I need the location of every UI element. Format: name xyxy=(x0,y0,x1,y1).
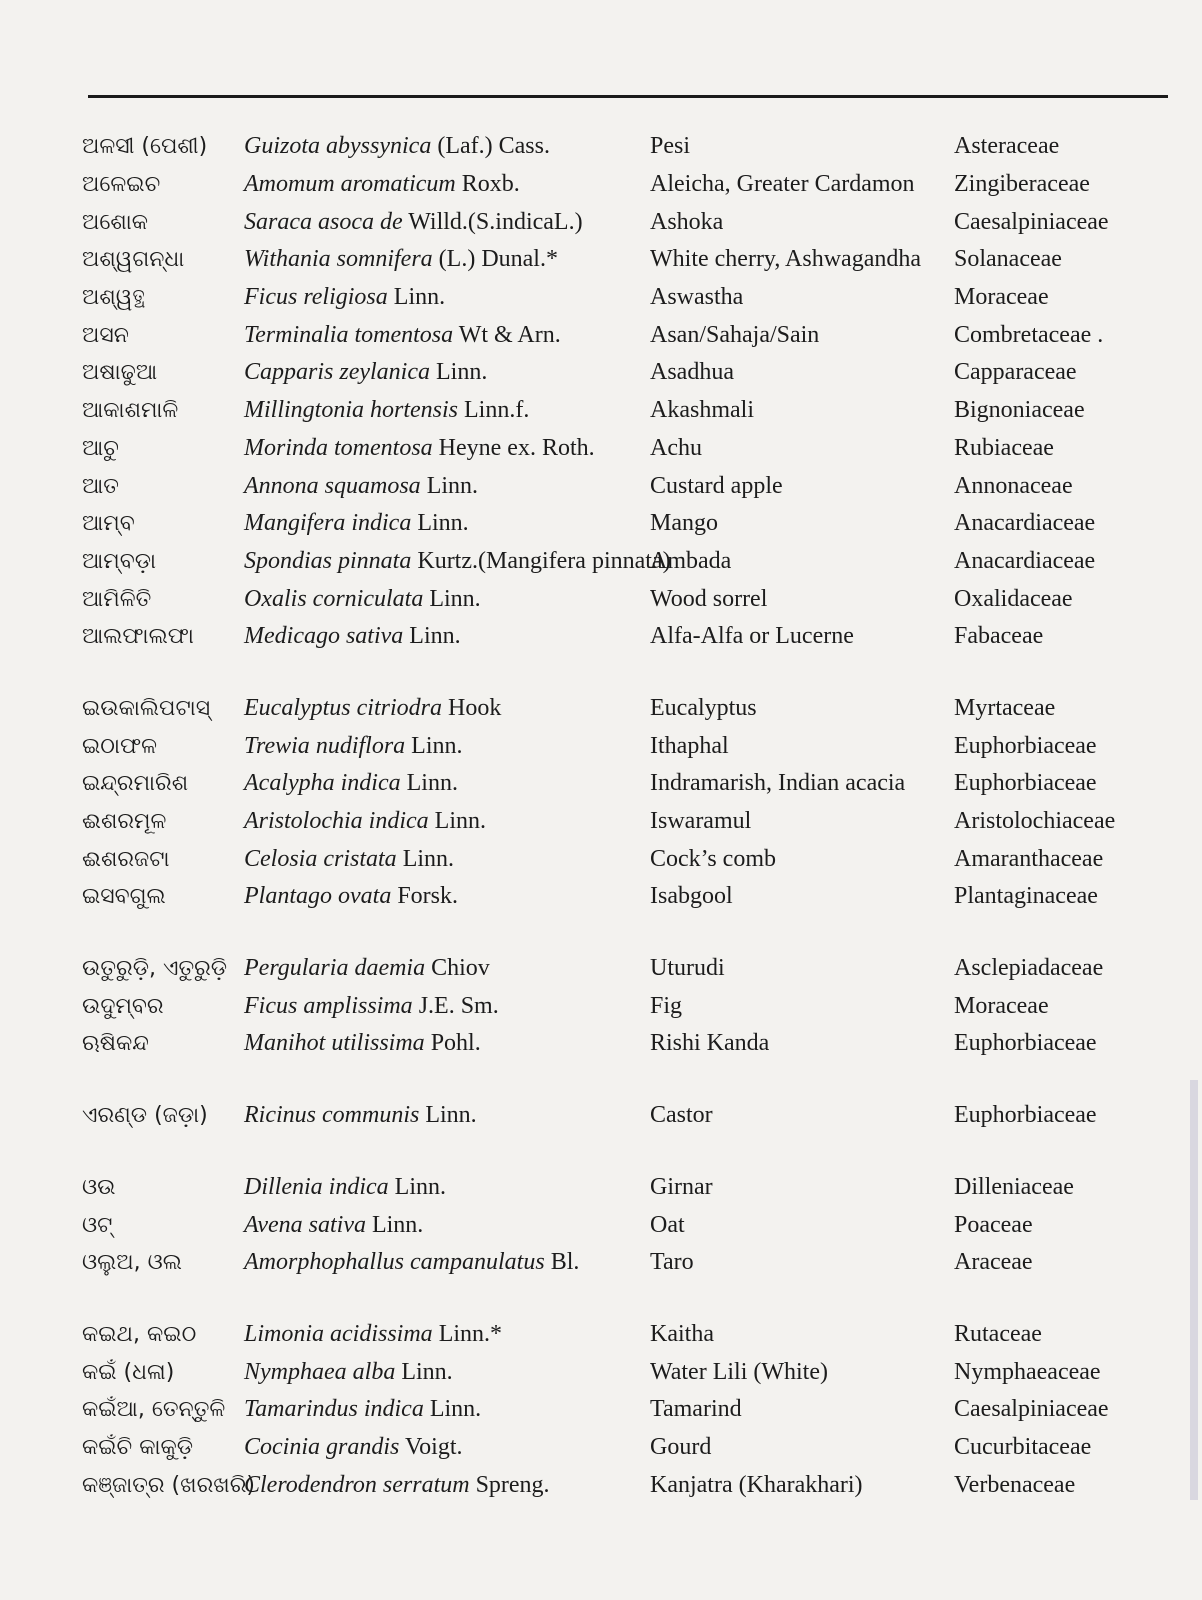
species: tomentosa xyxy=(354,321,454,348)
family-name: Bignoniaceae xyxy=(954,397,1085,424)
species: sativa xyxy=(308,1211,366,1238)
species: squamosa xyxy=(324,472,421,499)
local-name: ଆମ୍ବଡ଼ା xyxy=(82,548,157,574)
botanical-name xyxy=(244,246,650,273)
species: amplissima xyxy=(303,992,413,1019)
species: campanulatus xyxy=(410,1249,545,1276)
genus: Cocinia xyxy=(244,1433,320,1460)
common-name: Castor xyxy=(650,1102,713,1129)
genus: Morinda xyxy=(244,434,328,461)
species: asoca de xyxy=(318,208,403,235)
genus: Clerodendron xyxy=(244,1471,377,1498)
local-name: ଇସବଗୁଲ xyxy=(82,884,166,910)
common-name: Eucalyptus xyxy=(650,694,757,721)
botanical-name xyxy=(244,1030,650,1057)
species: ovata xyxy=(338,883,392,910)
common-name: Iswaramul xyxy=(650,808,752,835)
plant-row xyxy=(82,840,1172,878)
botanical-name xyxy=(244,1212,650,1239)
family-name: Euphorbiaceae xyxy=(954,770,1097,797)
common-name: Uturudi xyxy=(650,955,725,982)
common-name: Tamarind xyxy=(650,1396,742,1423)
authority: Linn. xyxy=(426,472,479,499)
authority: Linn.f. xyxy=(464,397,530,424)
genus: Dillenia xyxy=(244,1173,323,1200)
plant-row xyxy=(82,765,1172,803)
local-name: ଉତୁରୁଡ଼ି, ଏତୁରୁଡ଼ି xyxy=(82,956,228,982)
botanical-name xyxy=(244,1472,650,1499)
authority: Willd.(S.indicaL.) xyxy=(408,208,583,235)
genus: Tamarindus xyxy=(244,1396,358,1423)
plant-group xyxy=(82,690,1172,916)
genus: Ficus xyxy=(244,284,298,311)
common-name: Akashmali xyxy=(650,397,754,424)
botanical-name xyxy=(244,1174,650,1201)
authority: Linn. xyxy=(393,284,446,311)
local-name: ଆଲଫାଲଫା xyxy=(82,624,194,650)
genus: Oxalis xyxy=(244,585,307,612)
species: somnifera xyxy=(336,246,433,273)
common-name: Water Lili (White) xyxy=(650,1358,828,1385)
species: utilissima xyxy=(331,1030,425,1057)
family-name: Amaranthaceae xyxy=(954,845,1104,872)
plant-group xyxy=(82,1316,1172,1504)
plant-row xyxy=(82,727,1172,765)
family-name: Oxalidaceae xyxy=(954,585,1073,612)
family-name: Cucurbitaceae xyxy=(954,1433,1092,1460)
family-name: Capparaceae xyxy=(954,359,1077,386)
common-name: Oat xyxy=(650,1211,685,1238)
botanical-name xyxy=(244,623,650,650)
family-name: Combretaceae . xyxy=(954,321,1104,348)
plant-row xyxy=(82,543,1172,581)
authority: (Laf.) Cass. xyxy=(437,133,550,160)
authority: Forsk. xyxy=(397,883,459,910)
authority: Bl. xyxy=(550,1249,580,1276)
authority: Linn. xyxy=(411,732,463,759)
plant-row xyxy=(82,1025,1172,1063)
plant-row xyxy=(82,987,1172,1025)
genus: Avena xyxy=(244,1211,303,1238)
family-name: Rutaceae xyxy=(954,1320,1042,1347)
authority: Linn. xyxy=(429,585,481,612)
plant-group xyxy=(82,1097,1172,1135)
plant-row xyxy=(82,467,1172,505)
local-name: ଈଶରମୂଳ xyxy=(82,809,167,835)
botanical-name xyxy=(244,1434,650,1461)
authority: Heyne ex. Roth. xyxy=(438,434,595,461)
plant-row xyxy=(82,203,1172,241)
common-name: Kaitha xyxy=(650,1320,714,1347)
genus: Ricinus xyxy=(244,1102,316,1129)
botanical-name xyxy=(244,473,650,500)
common-name: Fig xyxy=(650,992,683,1019)
authority: Linn.* xyxy=(438,1320,503,1347)
local-name: ଆମ୍ବ xyxy=(82,511,135,537)
plant-row xyxy=(82,505,1172,543)
local-name: ଇଠାଫଳ xyxy=(82,733,157,759)
local-name: ଅଶ୍ୱଗନ୍ଧା xyxy=(82,247,185,273)
plant-row xyxy=(82,1466,1172,1504)
species: grandis xyxy=(326,1433,400,1460)
family-name: Annonaceae xyxy=(954,472,1073,499)
family-name: Plantaginaceae xyxy=(954,883,1098,910)
top-rule xyxy=(88,95,1168,98)
local-name: ଆଚୁ xyxy=(82,435,119,461)
genus: Guizota xyxy=(244,133,321,160)
plant-row xyxy=(82,166,1172,204)
local-name: ଅଳସୀ (ପେଶୀ) xyxy=(82,134,208,160)
family-name: Aristolochiaceae xyxy=(954,808,1116,835)
species: indica xyxy=(363,1396,424,1423)
family-name: Moraceae xyxy=(954,992,1049,1019)
botanical-name xyxy=(244,435,650,462)
authority: Chiov xyxy=(431,955,490,982)
authority: Linn. xyxy=(394,1173,446,1200)
plant-row xyxy=(82,354,1172,392)
species: pinnata xyxy=(338,547,412,574)
authority: Linn. xyxy=(436,359,488,386)
plant-row xyxy=(82,128,1172,166)
local-name: କଇଁ (ଧଳା) xyxy=(82,1359,175,1385)
authority: Linn. xyxy=(402,845,455,872)
genus: Spondias xyxy=(244,547,333,574)
local-name: ଅଶ୍ୱତ୍ଥ xyxy=(82,285,146,311)
local-name: ଉଦୁମ୍ବର xyxy=(82,993,164,1019)
species: zeylanica xyxy=(339,359,430,386)
family-name: Araceae xyxy=(954,1249,1033,1276)
botanical-name xyxy=(244,1102,650,1129)
genus: Amomum xyxy=(244,171,335,198)
botanical-name xyxy=(244,733,650,760)
authority: Linn. xyxy=(401,1358,453,1385)
family-name: Caesalpiniaceae xyxy=(954,1396,1109,1423)
authority: J.E. Sm. xyxy=(418,992,499,1019)
plant-row xyxy=(82,316,1172,354)
authority: Linn. xyxy=(417,510,469,537)
authority: Hook xyxy=(447,694,502,721)
species: hortensis xyxy=(370,397,459,424)
page-edge xyxy=(1190,1080,1198,1500)
authority: Linn. xyxy=(425,1102,477,1129)
family-name: Myrtaceae xyxy=(954,694,1056,721)
plant-row xyxy=(82,1244,1172,1282)
authority: Pohl. xyxy=(430,1030,481,1057)
plant-group xyxy=(82,950,1172,1063)
species: serratum xyxy=(382,1471,470,1498)
botanical-name xyxy=(244,547,671,575)
family-name: Solanaceae xyxy=(954,246,1062,273)
genus: Limonia xyxy=(244,1320,325,1347)
genus: Nymphaea xyxy=(244,1358,347,1385)
genus: Millingtonia xyxy=(244,397,364,424)
local-name: କଇଁଆ, ତେନ୍ତୁଳି xyxy=(82,1397,226,1423)
species: sativa xyxy=(345,623,404,650)
botanical-name xyxy=(244,322,650,349)
authority: Wt & Arn. xyxy=(458,321,561,348)
botanical-name xyxy=(244,397,650,424)
genus: Mangifera xyxy=(244,510,346,537)
common-name: Asan/Sahaja/Sain xyxy=(650,321,820,348)
local-name: ଆକାଶମାଳି xyxy=(82,398,179,424)
plant-row xyxy=(82,392,1172,430)
family-name: Fabaceae xyxy=(954,623,1044,650)
plant-table xyxy=(82,128,1172,1538)
botanical-name xyxy=(244,1249,650,1276)
common-name: Alfa-Alfa or Lucerne xyxy=(650,623,854,650)
botanical-name xyxy=(244,883,650,910)
authority: Spreng. xyxy=(475,1471,550,1498)
plant-group xyxy=(82,1169,1172,1282)
local-name: କଇଁଚି କାକୁଡ଼ି xyxy=(82,1434,194,1460)
local-name: ଅଳେଇଚ xyxy=(82,172,161,198)
common-name: Wood sorrel xyxy=(650,585,768,612)
species: acidissima xyxy=(330,1320,433,1347)
authority: Voigt. xyxy=(404,1433,463,1460)
plant-row xyxy=(82,1206,1172,1244)
botanical-name xyxy=(244,955,650,982)
common-name: Aleicha, Greater Cardamon xyxy=(650,171,915,198)
common-name: Taro xyxy=(650,1249,694,1276)
botanical-name xyxy=(244,586,650,613)
family-name: Verbenaceae xyxy=(954,1471,1076,1498)
botanical-name xyxy=(244,171,650,198)
species: citriodra xyxy=(356,694,442,721)
common-name: Asadhua xyxy=(650,359,734,386)
common-name: Ashoka xyxy=(650,208,724,235)
genus: Plantago xyxy=(244,883,332,910)
genus: Amorphophallus xyxy=(244,1249,405,1276)
botanical-name xyxy=(244,284,650,311)
local-name: ଅଷାଢୁଆ xyxy=(82,360,158,386)
plant-row xyxy=(82,1429,1172,1467)
local-name: ଓଟ୍ xyxy=(82,1212,113,1238)
common-name: Achu xyxy=(650,434,702,461)
genus: Acalypha xyxy=(244,770,335,797)
authority: Kurtz.(Mangifera pinnata) xyxy=(417,547,671,574)
species: communis xyxy=(322,1102,420,1129)
authority: Linn. xyxy=(409,623,461,650)
plant-row xyxy=(82,1316,1172,1354)
common-name: Mango xyxy=(650,510,718,537)
family-name: Euphorbiaceae xyxy=(954,732,1097,759)
authority: Linn. xyxy=(406,770,458,797)
botanical-name xyxy=(244,209,650,236)
plant-row xyxy=(82,241,1172,279)
botanical-name xyxy=(244,133,650,160)
local-name: ଇଉକାଲିପଟାସ୍ xyxy=(82,695,211,721)
local-name: ଅଶୋକ xyxy=(82,209,149,235)
family-name: Anacardiaceae xyxy=(954,547,1096,574)
family-name: Caesalpiniaceae xyxy=(954,208,1109,235)
common-name: Pesi xyxy=(650,133,691,160)
common-name: Ambada xyxy=(650,547,732,574)
botanical-name xyxy=(244,846,650,873)
local-name: ଅସନ xyxy=(82,322,129,348)
genus: Celosia xyxy=(244,845,318,872)
common-name: White cherry, Ashwagandha xyxy=(650,246,922,273)
authority: Linn. xyxy=(371,1211,424,1238)
species: indica xyxy=(351,510,412,537)
family-name: Asteraceae xyxy=(954,133,1060,160)
plant-group xyxy=(82,128,1172,656)
genus: Capparis xyxy=(244,359,334,386)
plant-row xyxy=(82,1169,1172,1207)
family-name: Asclepiadaceae xyxy=(954,955,1104,982)
local-name: ଇନ୍ଦ୍ରମାରିଶ xyxy=(82,771,189,797)
genus: Aristolochia xyxy=(244,808,363,835)
plant-row xyxy=(82,430,1172,468)
botanical-name xyxy=(244,695,650,722)
common-name: Custard apple xyxy=(650,472,783,499)
genus: Eucalyptus xyxy=(244,694,351,721)
genus: Annona xyxy=(244,472,319,499)
genus: Pergularia xyxy=(244,955,349,982)
species: corniculata xyxy=(312,585,424,612)
local-name: ଏରଣ୍ଡ (ଜଡ଼ା) xyxy=(82,1103,208,1129)
plant-row xyxy=(82,618,1172,656)
common-name: Girnar xyxy=(650,1173,713,1200)
authority: Linn. xyxy=(429,1396,482,1423)
genus: Manihot xyxy=(244,1030,326,1057)
species: indica xyxy=(368,808,429,835)
genus: Withania xyxy=(244,246,331,273)
botanical-name xyxy=(244,770,650,797)
family-name: Rubiaceae xyxy=(954,434,1054,461)
genus: Terminalia xyxy=(244,321,349,348)
botanical-name xyxy=(244,1359,650,1386)
botanical-name xyxy=(244,510,650,537)
local-name: କଇଥ, କଇଠ xyxy=(82,1321,197,1347)
authority: (L.) Dunal.* xyxy=(438,246,558,273)
plant-row xyxy=(82,690,1172,728)
species: daemia xyxy=(354,955,426,982)
family-name: Dilleniaceae xyxy=(954,1173,1074,1200)
local-name: ଓଲୁଅ, ଓଲ xyxy=(82,1250,182,1276)
common-name: Kanjatra (Kharakhari) xyxy=(650,1471,863,1498)
plant-row xyxy=(82,1391,1172,1429)
family-name: Zingiberaceae xyxy=(954,171,1090,198)
plant-row xyxy=(82,580,1172,618)
species: nudiflora xyxy=(315,732,406,759)
species: indica xyxy=(328,1173,389,1200)
family-name: Moraceae xyxy=(954,284,1049,311)
plant-row xyxy=(82,279,1172,317)
common-name: Gourd xyxy=(650,1433,712,1460)
plant-row xyxy=(82,803,1172,841)
local-name: ଈଶରଜଟା xyxy=(82,846,170,872)
plant-row xyxy=(82,950,1172,988)
common-name: Indramarish, Indian acacia xyxy=(650,770,906,797)
genus: Trewia xyxy=(244,732,310,759)
botanical-name xyxy=(244,808,650,835)
botanical-name xyxy=(244,1396,650,1423)
family-name: Euphorbiaceae xyxy=(954,1030,1097,1057)
local-name: ଋଷିକନ୍ଦ xyxy=(82,1031,149,1057)
botanical-name xyxy=(244,993,650,1020)
authority: Roxb. xyxy=(461,171,520,198)
species: tomentosa xyxy=(334,434,433,461)
genus: Medicago xyxy=(244,623,340,650)
plant-row xyxy=(82,1097,1172,1135)
family-name: Anacardiaceae xyxy=(954,510,1096,537)
species: alba xyxy=(352,1358,396,1385)
plant-row xyxy=(82,1353,1172,1391)
species: aromaticum xyxy=(340,171,456,198)
plant-row xyxy=(82,878,1172,916)
common-name: Cock’s comb xyxy=(650,845,776,872)
species: religiosa xyxy=(303,284,388,311)
local-name: ଆତ xyxy=(82,473,119,499)
botanical-name xyxy=(244,1321,650,1348)
common-name: Aswastha xyxy=(650,284,744,311)
common-name: Isabgool xyxy=(650,883,733,910)
authority: Linn. xyxy=(434,808,486,835)
local-name: କଞ୍ଜାତ୍ର (ଖରଖରି) xyxy=(82,1472,255,1498)
common-name: Rishi Kanda xyxy=(650,1030,770,1057)
family-name: Nymphaeaceae xyxy=(954,1358,1101,1385)
genus: Ficus xyxy=(244,992,298,1019)
family-name: Poaceae xyxy=(954,1211,1033,1238)
species: indica xyxy=(340,770,401,797)
genus: Saraca xyxy=(244,208,312,235)
local-name: ଓଉ xyxy=(82,1174,116,1200)
common-name: Ithaphal xyxy=(650,732,729,759)
family-name: Euphorbiaceae xyxy=(954,1102,1097,1129)
species: cristata xyxy=(323,845,397,872)
local-name: ଆମିଳିତି xyxy=(82,586,152,612)
botanical-name xyxy=(244,359,650,386)
species: abyssynica xyxy=(326,133,432,160)
